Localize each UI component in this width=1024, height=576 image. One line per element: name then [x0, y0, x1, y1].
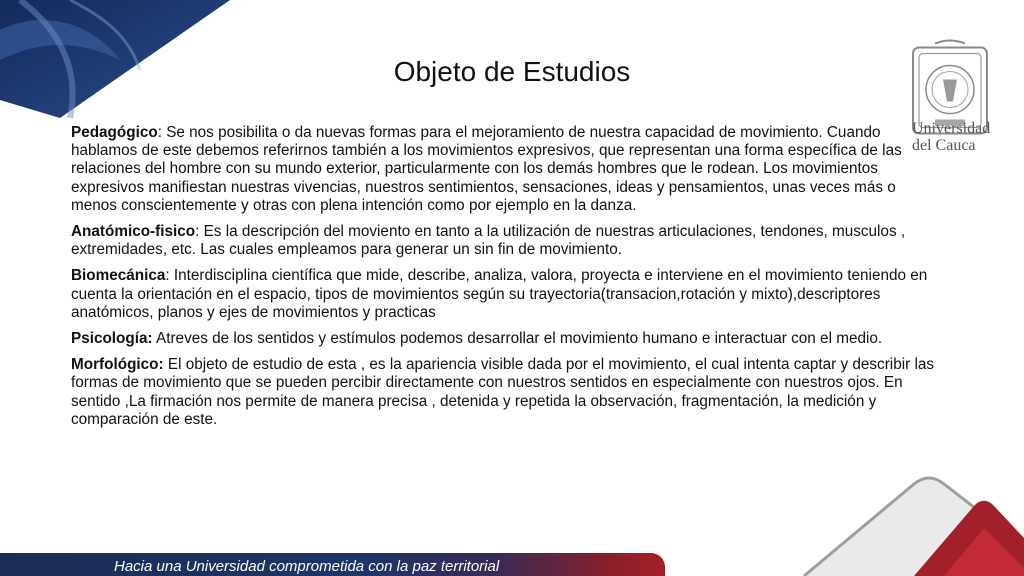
text-morfologico: El objeto de estudio de esta , es la apariencia visible dada por el movimiento, el cual intenta captar y describir las formas de movimiento que se pueden percibir directamente con nuestros sentidos en especialmente con nuestros ojos. En sentido ,La firmación nos permite de manera precisa , detenida y repetida la observación, fragmentación, la medición y comparación de este.	[71, 356, 934, 428]
paragraph-morfologico	[71, 356, 937, 429]
footer-slogan: Hacia una Universidad comprometida con la paz territorial	[114, 558, 500, 575]
term-anatomico: Anatómico-fisico	[71, 223, 196, 241]
university-name-line2: del Cauca	[912, 137, 976, 154]
paragraph-pedagogico	[71, 124, 937, 215]
page-title: Objeto de Estudios	[393, 56, 631, 87]
text-anatomico: Es la descripción del moviento en tanto a la utilización de nuestras articulaciones, tendones, musculos , extremidades, etc. Las cuales empleamos para generar un sin fin de movimiento.	[71, 223, 906, 259]
university-name-line1: Universidad	[912, 120, 991, 137]
text-biomecanica: Interdisciplina científica que mide, describe, analiza, valora, proyecta e interviene en el movimiento teniendo en cuenta la orientación en el espacio, tipos de movimientos según su trayectoria(transacion,rotación y mixto),descriptores anatómicos, planos y ejes de movimientos y practicas	[71, 267, 928, 321]
term-psicologia: Psicología:	[71, 330, 153, 348]
separator: :	[165, 267, 174, 285]
paragraph-psicologia	[71, 330, 937, 348]
term-morfologico: Morfológico:	[71, 356, 164, 374]
text-pedagogico: Se nos posibilita o da nuevas formas para el mejoramiento de nuestra capacidad de movimiento. Cuando hablamos de este debemos referirnos también a los movimientos expresivos, que representan una forma específica de las relaciones del hombre con su mundo exterior, particularmente con los demás hombres que le rodean. Los movimientos expresivos manifiestan nuestras vivencias, nuestros sentimientos, sensaciones, ideas y pensamientos, unas veces más o menos conscientemente y otras con plena intención como por ejemplo en la danza.	[71, 124, 902, 214]
bottom-right-decoration	[794, 476, 1024, 576]
text-psicologia: Atreves de los sentidos y estímulos podemos desarrollar el movimiento humano e interactuar con el medio.	[156, 330, 883, 348]
separator: :	[195, 223, 204, 241]
term-biomecanica: Biomecánica	[71, 267, 166, 285]
paragraph-anatomico	[71, 223, 937, 259]
content-body	[71, 124, 937, 437]
paragraph-biomecanica	[71, 267, 937, 322]
term-pedagogico: Pedagógico	[71, 124, 158, 141]
separator: :	[157, 124, 167, 141]
